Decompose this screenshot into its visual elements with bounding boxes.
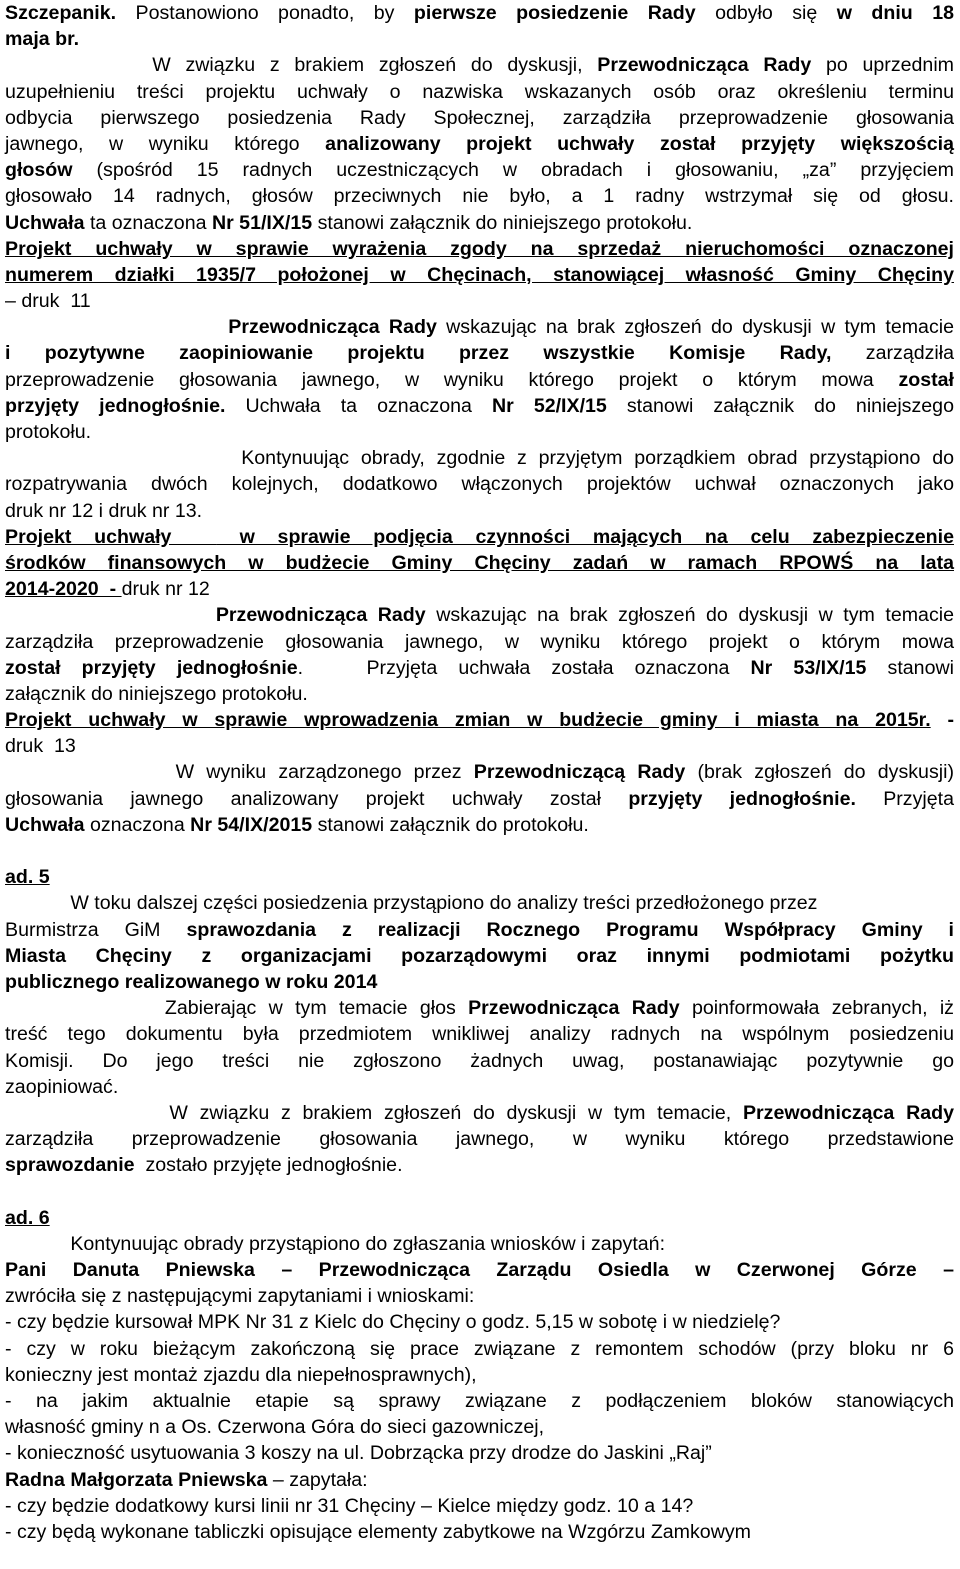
text-run: ad. 6 [5, 1206, 50, 1229]
text-line [5, 1414, 954, 1440]
text-run: - czy będzie dodatkowy kursi linii nr 31 Chęciny – Kielce między godz. 10 a 14? [5, 1494, 694, 1517]
blank-line [5, 1178, 954, 1204]
text-run: przeprowadzenie głosowania jawnego, w wyniku którego projekt o którym mowa [5, 368, 899, 391]
text-line [5, 733, 954, 759]
text-run: (brak zgłoszeń do dyskusji) [685, 761, 954, 784]
text-run: Uchwała [5, 813, 85, 836]
text-run: ta oznaczona [84, 211, 212, 234]
text-run: Przewodnicząca Rady [742, 1101, 954, 1124]
text-run: stanowi załącznik do niniejszego [606, 394, 954, 417]
text-run: zarządziła [831, 342, 955, 365]
text-line [5, 576, 954, 602]
text-run: głosowania jawnego analizowany projekt uchwały został [5, 787, 629, 810]
text-line [5, 1362, 954, 1388]
text-run: druk 13 [5, 735, 76, 758]
text-run: - na jakim aktualnie etapie są sprawy związane z podłączeniem bloków stanowiących [5, 1389, 954, 1412]
text-run: - [930, 709, 955, 732]
text-run: Przewodnicząca Rady [215, 604, 426, 627]
text-line [5, 393, 954, 419]
text-run: ad. 5 [5, 866, 50, 889]
text-run: wskazując na brak zgłoszeń do dyskusji w tym temacie [425, 604, 954, 627]
text-run: załącznik do niniejszego protokołu. [5, 682, 308, 705]
text-run: (spośród 15 radnych uczestniczących w obradach i głosowaniu, „za” przyjęciem [72, 159, 954, 182]
text-run: odbyło się [695, 2, 837, 24]
text-run: Kontynuując obrady, zgodnie z przyjętym porządkiem obrad przystąpiono do [5, 447, 954, 470]
text-run: został [898, 368, 954, 391]
text-run: Przewodnicząca Rady [468, 997, 680, 1020]
text-run: – zapytała: [267, 1468, 368, 1491]
text-line [5, 0, 954, 26]
text-run: - konieczność usytuowania 3 koszy na ul. Dobrzącka przy drodze do Jaskini „Raj” [5, 1442, 712, 1465]
text-run: Uchwała ta oznaczona [225, 394, 492, 417]
text-line [5, 1048, 954, 1074]
text-run: 2014-2020 - [5, 578, 122, 601]
text-run: Projekt uchwały w sprawie wprowadzenia zmian w budżecie gminy i miasta na 2015r. [5, 709, 931, 732]
text-run: Miasta Chęciny z organizacjami pozarządowymi oraz innymi podmiotami pożytku [5, 944, 954, 967]
text-line [5, 969, 954, 995]
text-line [5, 629, 954, 655]
text-run: druk nr 12 [121, 578, 210, 601]
text-run: W związku z brakiem zgłoszeń do dyskusji w tym temacie, [5, 1101, 743, 1124]
text-run: Radna Małgorzata Pniewska [5, 1468, 268, 1491]
text-run: Projekt uchwały [5, 525, 217, 548]
text-line [5, 707, 954, 733]
text-run: zarządziła przeprowadzenie głosowania jawnego, w wyniku którego projekt o którym mowa [5, 630, 954, 653]
text-run: Projekt uchwały w sprawie wyrażenia zgody na sprzedaż nieruchomości oznaczonej [5, 237, 954, 260]
text-run: W toku dalszej części posiedzenia przystąpiono do analizy treści przedłożonego przez [5, 892, 818, 915]
text-run: maja br. [5, 28, 80, 51]
text-line [5, 314, 954, 340]
text-line [5, 1021, 954, 1047]
text-line [5, 550, 954, 576]
text-line [5, 1205, 954, 1231]
text-line [5, 890, 954, 916]
text-run: W wyniku zarządzonego przez [5, 761, 474, 784]
text-run: publicznego realizowanego w roku 2014 [5, 970, 378, 993]
text-run: analizowany projekt uchwały został przyjęty większością [325, 132, 954, 155]
text-run: pierwsze posiedzenie Rady [413, 2, 696, 24]
text-run: odbycia pierwszego posiedzenia Rady Społecznej, zarządziła przeprowadzenie głosowania [5, 106, 954, 129]
text-run: stanowi załącznik do niniejszego protokołu. [312, 211, 693, 234]
text-run: Uchwała [5, 211, 85, 234]
text-line [5, 498, 954, 524]
text-run: w sprawie podjęcia czynności mających na celu zabezpieczenie [216, 525, 954, 548]
text-run: Szczepanik. [5, 2, 117, 24]
text-line [5, 1100, 954, 1126]
text-run: Kontynuując obrady przystąpiono do zgłaszania wniosków i zapytań: [5, 1232, 666, 1255]
text-line [5, 917, 954, 943]
text-line [5, 602, 954, 628]
text-run: Zabierając w tym temacie głos [5, 997, 469, 1020]
text-run: Nr 52/IX/15 [491, 394, 607, 417]
text-run: - czy będzie kursował MPK Nr 31 z Kielc do Chęciny o godz. 5,15 w sobotę i w niedzielę? [5, 1311, 781, 1334]
text-run: sprawozdanie [5, 1154, 135, 1177]
text-line [5, 943, 954, 969]
text-run: i pozytywne zaopiniowanie projektu przez wszystkie Komisje Rady, [5, 342, 832, 365]
text-run: w dniu 18 [836, 2, 954, 24]
text-run: głosowało 14 radnych, głosów przeciwnych nie było, a 1 radny wstrzymał się od głosu. [5, 185, 954, 208]
text-run: Burmistrza GiM [5, 918, 187, 941]
text-line [5, 288, 954, 314]
text-run: własność gminy n a Os. Czerwona Góra do sieci gazowniczej, [5, 1416, 545, 1439]
text-run: - czy będą wykonane tabliczki opisujące elementy zabytkowe na Wzgórzu Zamkowym [5, 1520, 751, 1543]
text-run: Nr 51/IX/15 [211, 211, 313, 234]
text-run: Przewodnicząca Rady [228, 316, 437, 339]
text-run: wskazując na brak zgłoszeń do dyskusji w tym temacie [436, 316, 955, 339]
text-line [5, 79, 954, 105]
text-run: jawnego, w wyniku którego [5, 132, 326, 155]
text-line [5, 1467, 954, 1493]
text-line [5, 1440, 954, 1466]
text-line [5, 105, 954, 131]
text-line [5, 1074, 954, 1100]
text-line [5, 1257, 954, 1283]
text-run: rozpatrywania dwóch kolejnych, dodatkowo włączonych projektów uchwał oznaczonych jako [5, 473, 954, 496]
text-line [5, 236, 954, 262]
text-run: przyjęty jednogłośnie. [5, 394, 226, 417]
text-run: zarządziła przeprowadzenie głosowania jawnego, w wyniku którego przedstawione [5, 1128, 954, 1151]
text-line [5, 995, 954, 1021]
text-run [5, 604, 216, 626]
text-run: treść tego dokumentu była przedmiotem wnikliwej analizy radnych na wspólnym posiedzeniu [5, 1023, 954, 1046]
text-run: poinformowała zebranych, iż [679, 997, 954, 1020]
text-run: został przyjęty jednogłośnie [5, 656, 298, 679]
text-line [5, 1283, 954, 1309]
text-line [5, 1152, 954, 1178]
text-line [5, 367, 954, 393]
text-run: Przewodnicząca Rady [597, 54, 812, 77]
text-run: zwróciła się z następującymi zapytaniami i wnioskami: [5, 1285, 475, 1308]
text-line [5, 759, 954, 785]
text-line [5, 210, 954, 236]
text-line [5, 419, 954, 445]
text-line [5, 52, 954, 78]
text-run: Nr 53/IX/15 [750, 656, 867, 679]
text-line [5, 262, 954, 288]
text-line [5, 864, 954, 890]
text-line [5, 1519, 954, 1545]
text-run: uzupełnieniu treści projektu uchwały o nazwiska wskazanych osób oraz określeniu terminu [5, 80, 954, 103]
text-run: konieczny jest montaż zjazdu dla niepełnosprawnych), [5, 1363, 477, 1386]
text-line [5, 340, 954, 366]
text-run: protokołu. [5, 421, 92, 443]
text-line [5, 1493, 954, 1519]
text-run: Przyjęta [855, 787, 954, 810]
text-line [5, 786, 954, 812]
text-run: oznaczona [84, 813, 191, 836]
text-run: środków finansowych w budżecie Gminy Chęciny zadań w ramach RPOWŚ na lata [5, 551, 954, 574]
text-run: Pani Danuta Pniewska – Przewodnicząca Zarządu Osiedla w Czerwonej Górze – [5, 1259, 954, 1281]
text-run: zostało przyjęte jednogłośnie. [134, 1154, 403, 1177]
text-run: Nr 54/IX/2015 [190, 813, 313, 836]
text-run [5, 316, 228, 338]
text-run: - czy w roku bieżącym zakończoną się prace związane z remontem schodów (przy bloku nr 6 [5, 1337, 954, 1360]
text-line [5, 157, 954, 183]
text-line [5, 26, 954, 52]
text-run: numerem działki 1935/7 położonej w Chęcinach, stanowiącej własność Gminy Chęciny [5, 263, 954, 286]
text-line [5, 183, 954, 209]
text-run: stanowi [866, 656, 954, 679]
text-line [5, 445, 954, 471]
text-run: Postanowiono ponadto, by [116, 2, 414, 24]
text-run: – druk 11 [5, 290, 91, 313]
text-line [5, 1388, 954, 1414]
text-run: po uprzednim [811, 54, 954, 77]
text-run: druk nr 12 i druk nr 13. [5, 499, 203, 522]
text-run: głosów [5, 159, 73, 182]
text-run: Komisji. Do jego treści nie zgłoszono żadnych uwag, postanawiając pozytywnie go [5, 1049, 954, 1072]
text-run: Przewodniczącą Rady [473, 761, 686, 784]
text-line [5, 812, 954, 838]
text-line [5, 524, 954, 550]
text-run: sprawozdania z realizacji Rocznego Programu Współpracy Gminy i [186, 918, 954, 941]
text-line [5, 655, 954, 681]
text-line [5, 1231, 954, 1257]
text-line [5, 131, 954, 157]
text-run: . Przyjęta uchwała została oznaczona [297, 656, 751, 679]
text-run: W związku z brakiem zgłoszeń do dyskusji, [5, 54, 598, 77]
text-run: przyjęty jednogłośnie. [628, 787, 856, 810]
text-line [5, 681, 954, 707]
text-line [5, 1126, 954, 1152]
blank-line [5, 838, 954, 864]
text-run: stanowi załącznik do protokołu. [312, 813, 589, 836]
text-run: zaopiniować. [5, 1075, 119, 1098]
text-line [5, 1336, 954, 1362]
text-line [5, 471, 954, 497]
text-line [5, 1309, 954, 1335]
